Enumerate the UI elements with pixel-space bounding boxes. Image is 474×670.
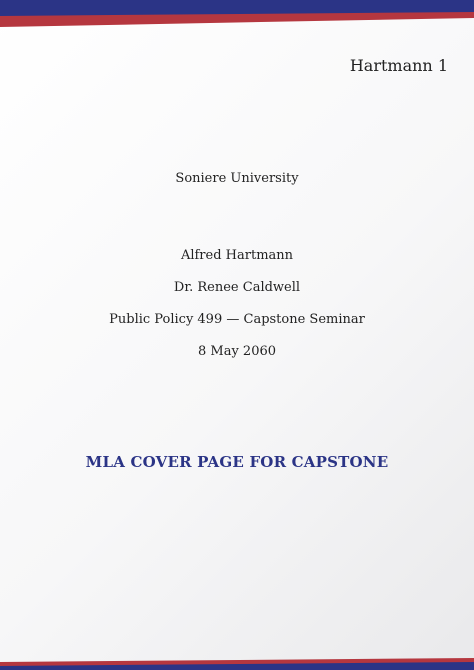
course-name: Public Policy 499 — Capstone Seminar [109, 312, 365, 327]
top-accent-band [0, 0, 474, 28]
submission-date: 8 May 2060 [197, 344, 277, 359]
student-name: Alfred Hartmann [180, 248, 294, 263]
bottom-accent-band [0, 656, 474, 670]
document-title: MLA COVER PAGE FOR CAPSTONE [85, 453, 389, 471]
institution-name: Soniere University [175, 171, 299, 186]
instructor-name: Dr. Renee Caldwell [173, 280, 301, 295]
running-head: Hartmann 1 [349, 56, 448, 75]
